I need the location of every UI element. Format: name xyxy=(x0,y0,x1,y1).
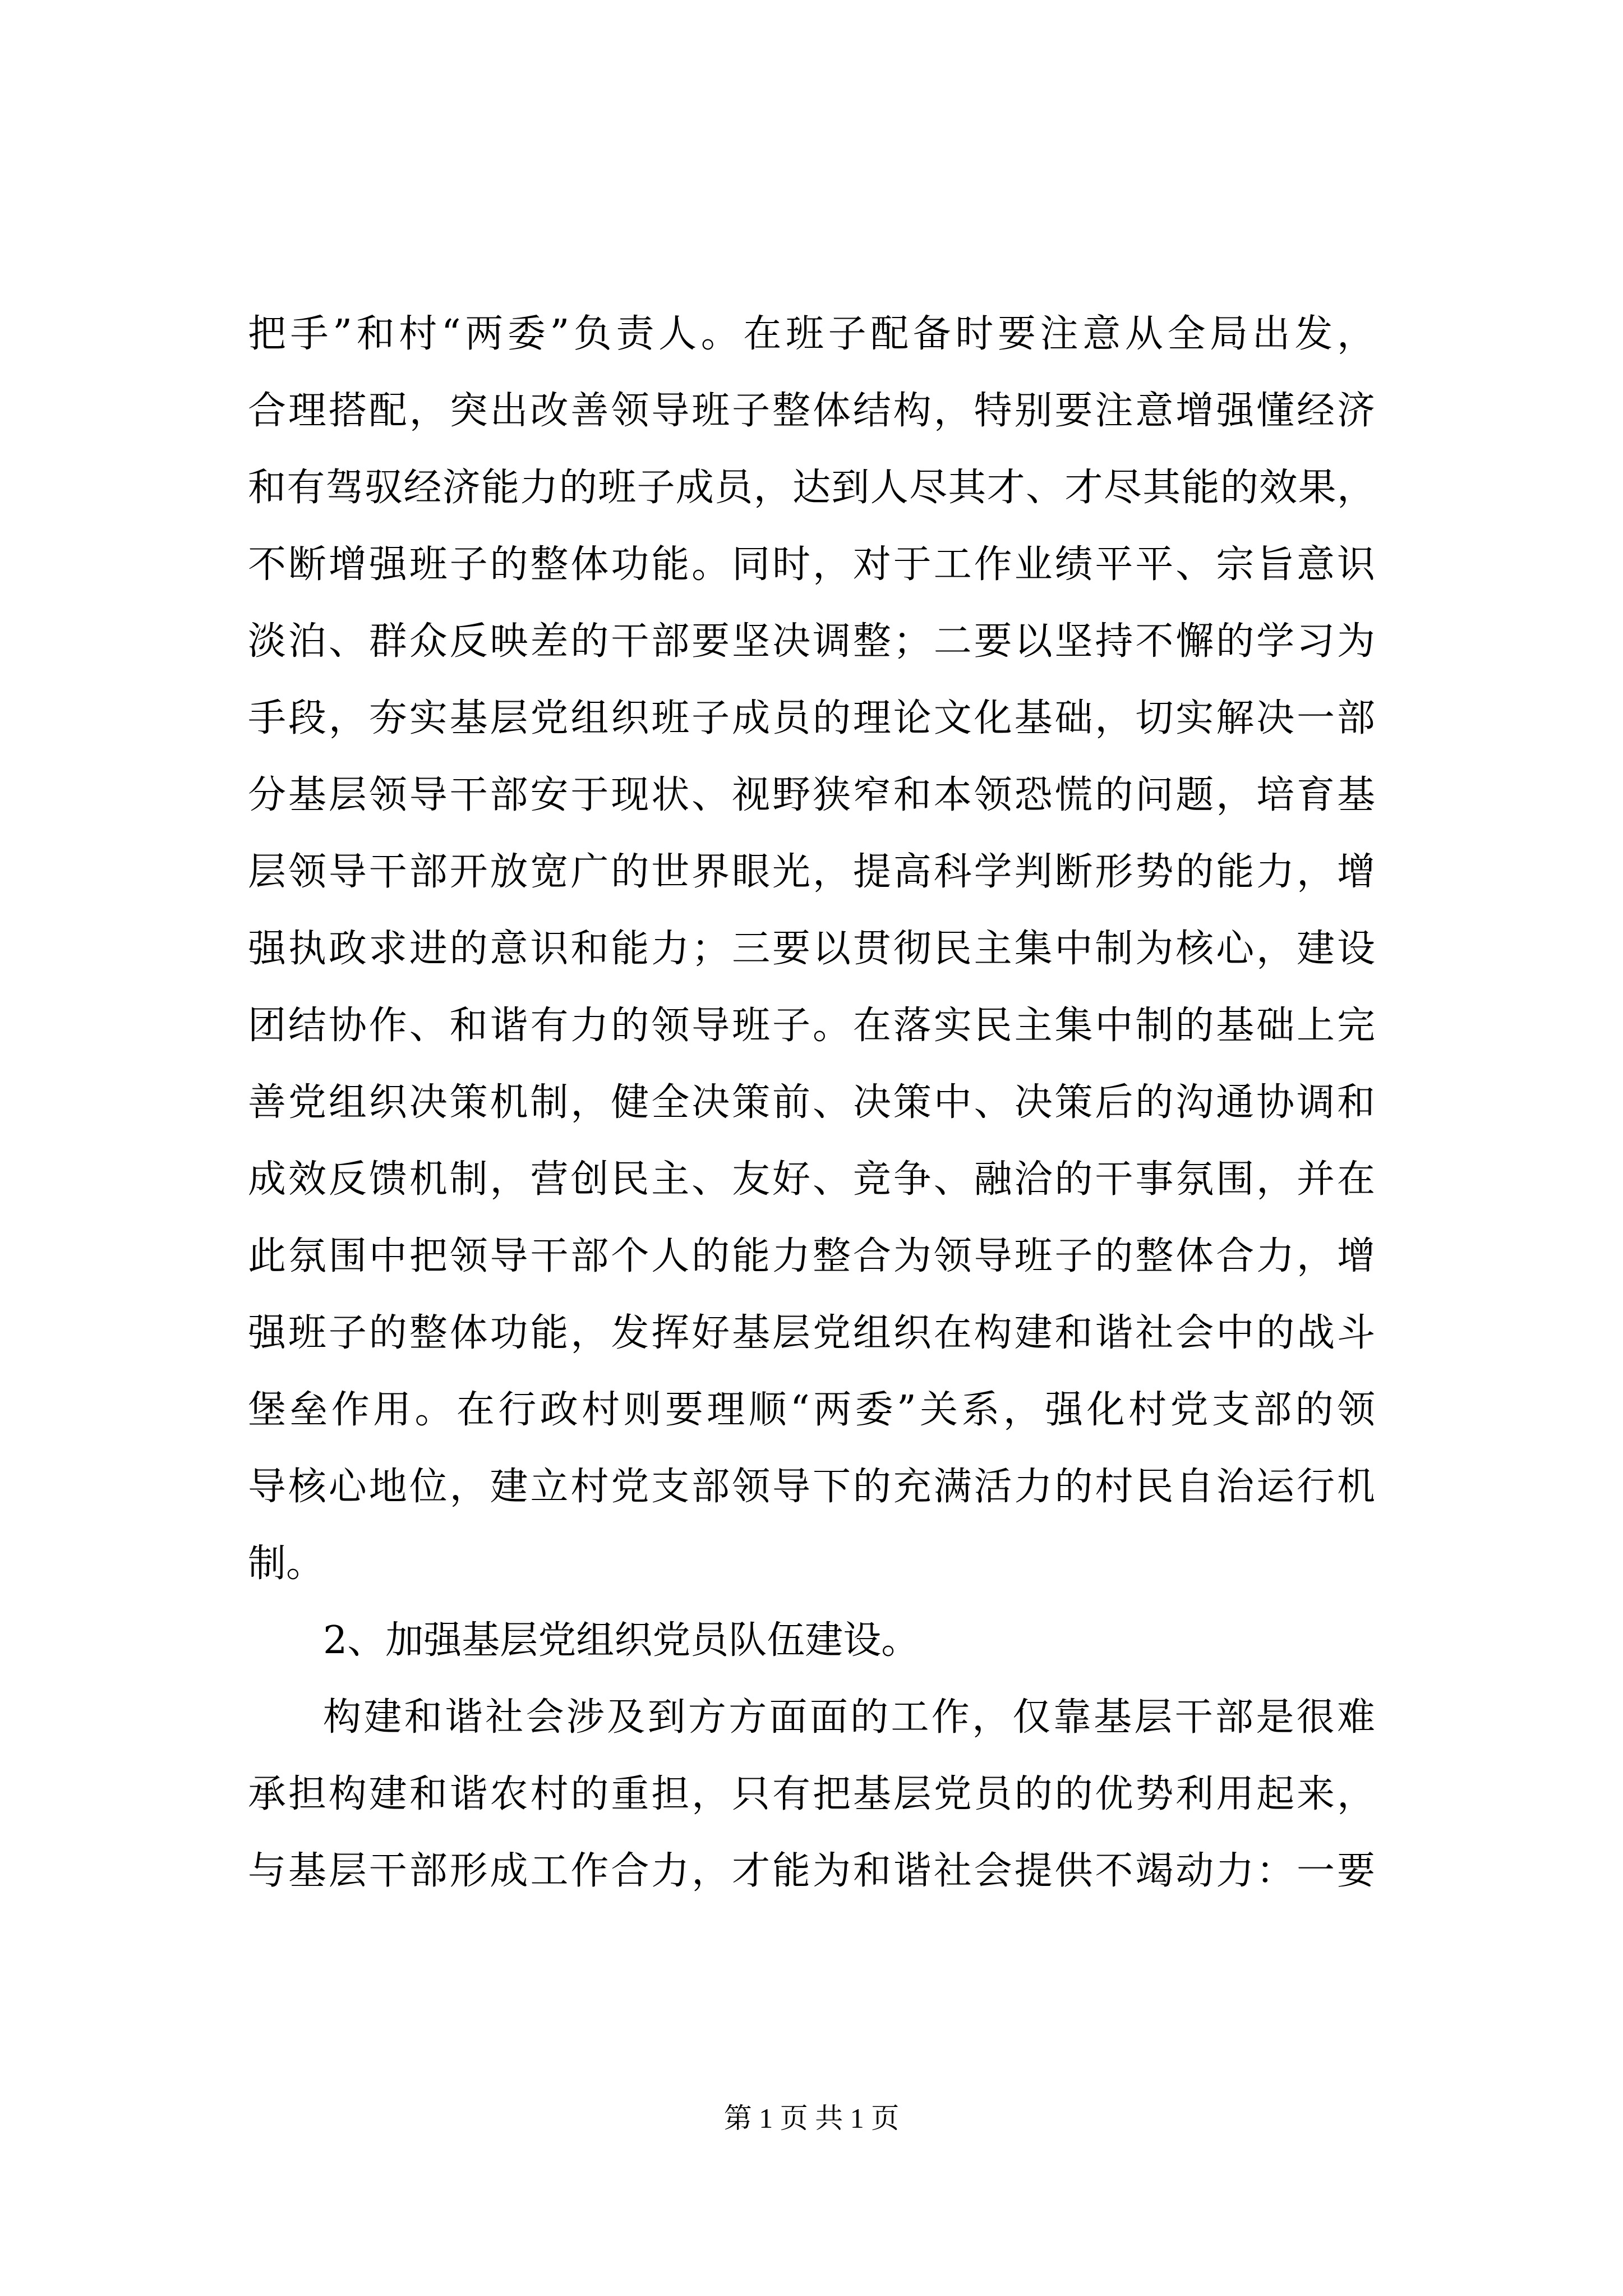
page-number-label: 第 1 页 共 1 页 xyxy=(723,2102,900,2134)
body-text: 把手”和村“两委”负责人。在班子配备时要注意从全局出发， 合理搭配，突出改善领导班子整体结构，特别要注意增强懂经济 和有驾驭经济能力的班子成员，达到人尽其才、才尽其能的效果， 不断增强班子的整体功能。同时，对于工作业绩平平、宗旨意识 淡泊、群众反映差的干部要坚决调整；二要以坚持不懈的学习为 手段，夯实基层党组织班子成员的理论文化基础，切实解决一部 分基层领导干部安于现状、视野狭窄和本领恐慌的问题，培育基 层领导干部开放宽广的世界眼光，提高科学判断形势的能力，增 强执政求进的意识和能力；三要以贯彻民主集中制为核心，建设 团结协作、和谐有力的领导班子。在落实民主集中制的基础上完 善党组织决策机制，健全决策前、决策中、决策后的沟通协调和 成效反馈机制，营创民主、友好、竞争、融洽的干事氛围，并在 此氛围中把领导干部个人的能力整合为领导班子的整体合力，增 强班子的整体功能，发挥好基层党组织在构建和谐社会中的战斗 堡垒作用。在行政村则要理顺“两委”关系，强化村党支部的领 导核心地位，建立村党支部领导下的充满活力的村民自治运行机 制。 2、加强基层党组织党员队伍建设。 构建和谐社会涉及到方方面面的工作，仅靠基层干部是很难 承担构建和谐农村的重担，只有把基层党员的的优势利用起来， 与基层干部形成工作合力，才能为和谐社会提供不竭动力：一要 xyxy=(248,312,1380,1893)
page-footer xyxy=(0,2101,1623,2135)
